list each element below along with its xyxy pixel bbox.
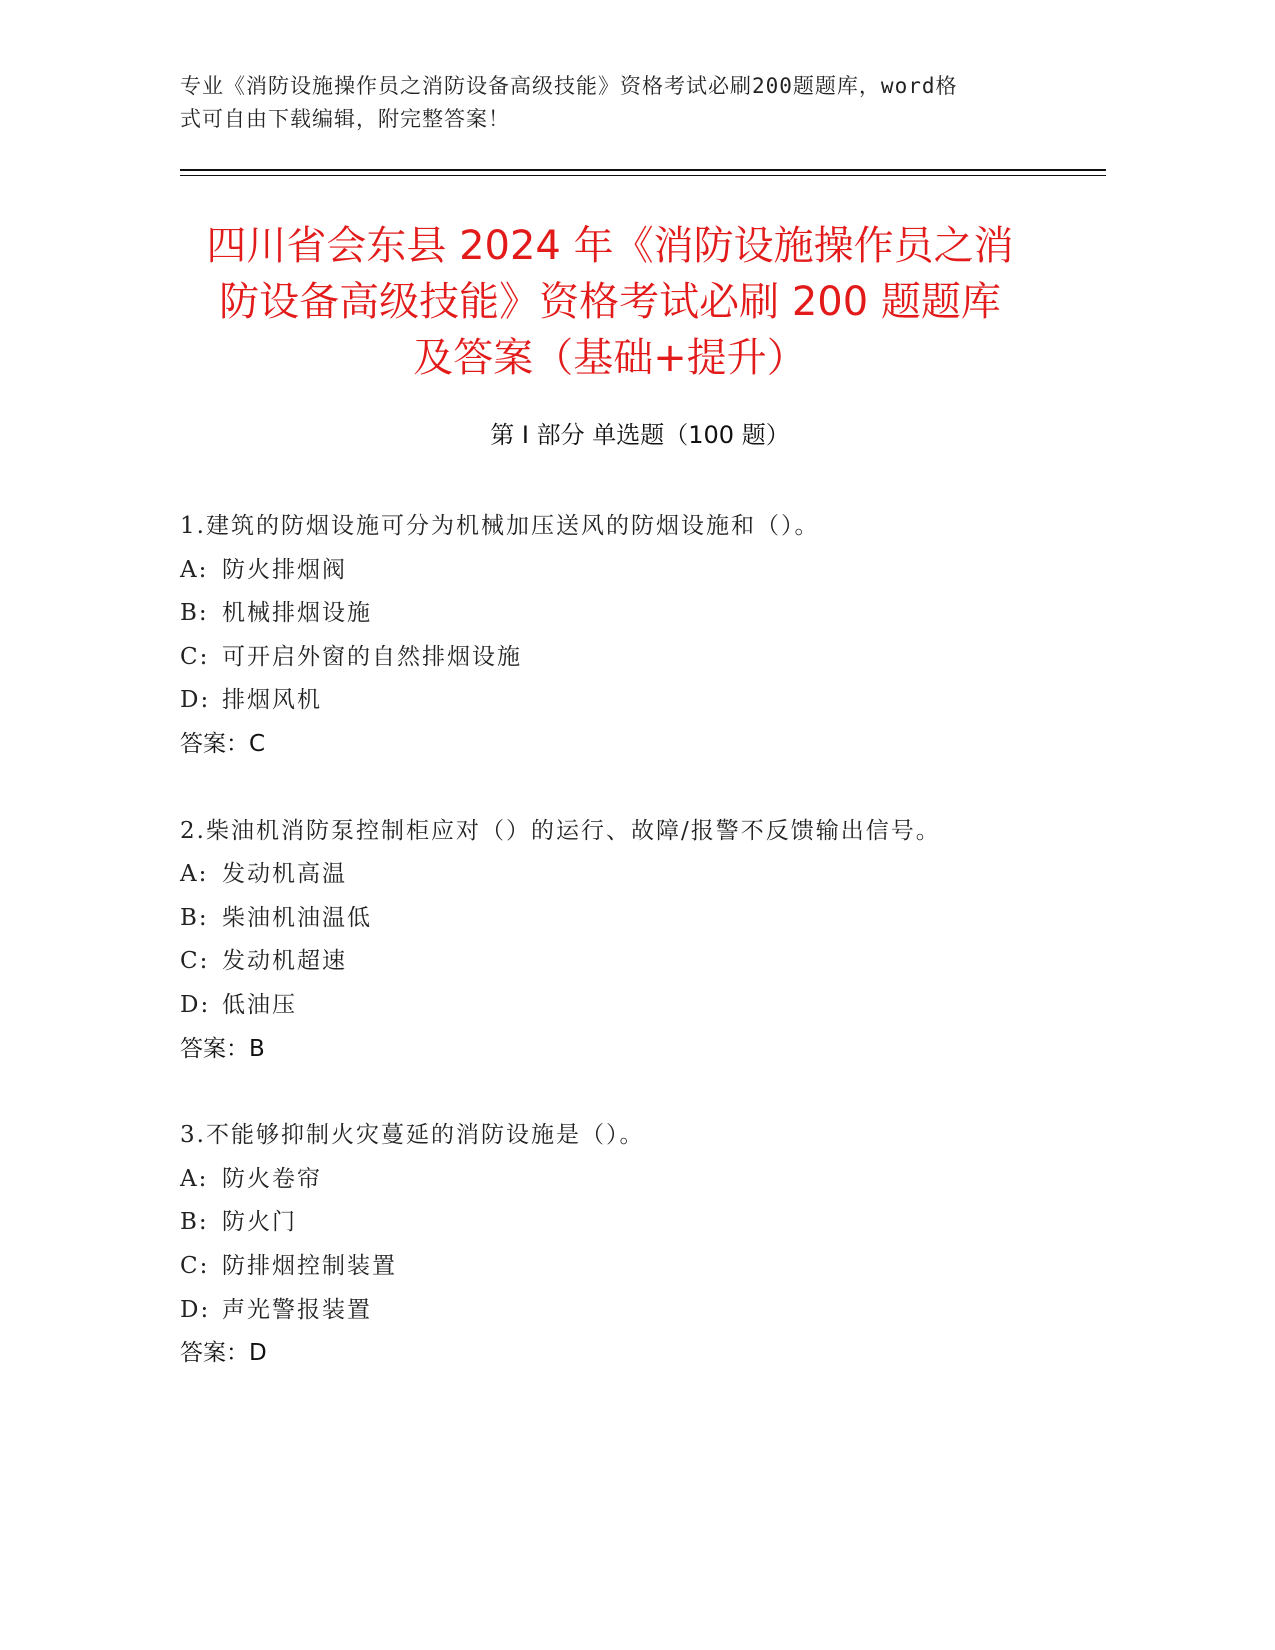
question-list	[180, 505, 1100, 1419]
answer-line	[180, 1332, 1100, 1376]
option-d	[180, 1289, 1100, 1333]
answer-label: 答案：	[180, 730, 249, 757]
question-stem: 1.建筑的防烟设施可分为机械加压送风的防烟设施和（）。	[180, 513, 820, 539]
option-text: 防排烟控制装置	[222, 1252, 397, 1279]
option-text: 机械排烟设施	[222, 600, 372, 627]
option-a	[180, 853, 1100, 897]
header-note	[180, 70, 1060, 136]
question-stem: 2.柴油机消防泵控制柜应对（）的运行、故障/报警不反馈输出信号。	[180, 817, 941, 844]
option-key: D:	[180, 1296, 211, 1323]
header-divider-thin	[180, 175, 1106, 176]
option-text: 低油压	[222, 991, 297, 1018]
option-key: A:	[180, 556, 209, 583]
option-key: D:	[180, 687, 211, 714]
option-key: B:	[180, 904, 209, 931]
section-heading: 第 I 部分 单选题（100 题）	[490, 421, 790, 449]
option-text: 发动机高温	[222, 861, 347, 888]
option-key: D:	[180, 991, 211, 1018]
answer-value: D	[249, 1340, 267, 1367]
option-text: 防火门	[222, 1209, 297, 1236]
option-text: 柴油机油温低	[222, 904, 372, 931]
option-key: B:	[180, 600, 209, 627]
option-text: 排烟风机	[222, 687, 322, 714]
answer-line	[180, 1028, 1100, 1072]
header-note-line-1: 专业《消防设施操作员之消防设备高级技能》资格考试必刷200题题库，word格	[180, 74, 958, 98]
option-text: 可开启外窗的自然排烟设施	[222, 643, 522, 670]
answer-label: 答案：	[180, 1035, 249, 1062]
option-text: 发动机超速	[222, 948, 347, 975]
option-d	[180, 679, 1100, 723]
option-key: C:	[180, 643, 210, 670]
option-a	[180, 1158, 1100, 1202]
header-divider-thick	[180, 169, 1106, 171]
question-stem: 3.不能够抑制火灾蔓延的消防设施是（）。	[180, 1122, 645, 1149]
document-title-line-3: 及答案（基础+提升）	[413, 335, 807, 381]
question-3	[180, 1114, 1100, 1376]
option-key: A:	[180, 1165, 209, 1192]
option-c	[180, 940, 1100, 984]
answer-value: C	[249, 730, 266, 757]
option-key: C:	[180, 948, 210, 975]
option-b	[180, 1201, 1100, 1245]
document-title	[150, 218, 1070, 386]
option-text: 防火排烟阀	[222, 556, 347, 583]
option-c	[180, 636, 1100, 680]
answer-label: 答案：	[180, 1340, 249, 1367]
option-b	[180, 592, 1100, 636]
option-text: 防火卷帘	[222, 1165, 322, 1192]
option-b	[180, 897, 1100, 941]
option-key: C:	[180, 1252, 210, 1279]
option-key: B:	[180, 1209, 209, 1236]
option-a	[180, 549, 1100, 593]
document-title-line-2: 防设备高级技能》资格考试必刷 200 题题库	[219, 279, 1001, 325]
question-2	[180, 810, 1100, 1072]
answer-line	[180, 723, 1100, 767]
question-1	[180, 505, 1100, 767]
option-c	[180, 1245, 1100, 1289]
header-note-line-2: 式可自由下载编辑，附完整答案！	[180, 107, 510, 131]
answer-value: B	[249, 1035, 265, 1062]
document-title-line-1: 四川省会东县 2024 年《消防设施操作员之消	[206, 223, 1014, 269]
option-d	[180, 984, 1100, 1028]
option-key: A:	[180, 861, 209, 888]
option-text: 声光警报装置	[222, 1296, 372, 1323]
